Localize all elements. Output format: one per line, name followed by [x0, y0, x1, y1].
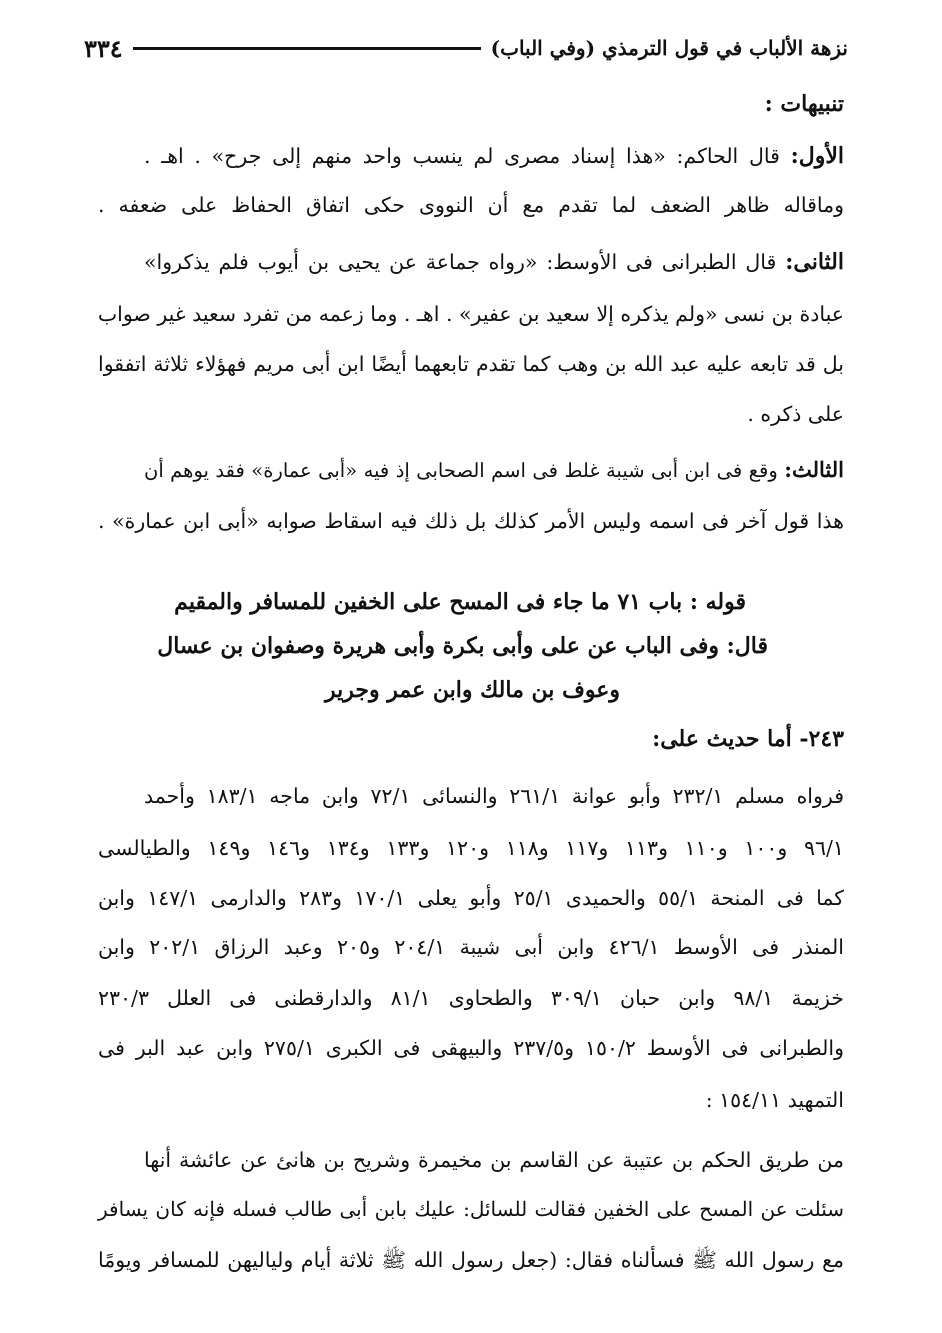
note-third-line-2: هذا قول آخر فى اسمه وليس الأمر كذلك بل ذلك فيه اسقاط صوابه «أبى ابن عمارة» . [98, 509, 844, 533]
note-first-line-2: وماقاله ظاهر الضعف لما تقدم مع أن النووى حكى اتفاق الحفاظ على ضعفه . [98, 193, 844, 217]
body-line-5: خزيمة ٩٨/١ وابن حبان ٣٠٩/١ والطحاوى ٨١/١ والدارقطنى فى العلل ٢٣٠/٣ [98, 986, 844, 1010]
note-third-text-1: وقع فى ابن أبى شيبة غلط فى اسم الصحابى إذ فيه «أبى عمارة» فقد يوهم أن [144, 459, 778, 482]
note-second-line-4: على ذكره . [747, 402, 844, 426]
body-line-4: المنذر فى الأوسط ٤٢٦/١ وابن أبى شيبة ٢٠٤/١ و٢٠٥ وعبد الرزاق ٢٠٢/١ وابن [98, 935, 844, 959]
body-line-7: التمهيد ١٥٤/١١ : [705, 1088, 844, 1112]
note-second-label: الثانى: [785, 249, 844, 275]
header-rule [133, 47, 481, 50]
running-title: نزهة الألباب في قول الترمذي (وفي الباب) [490, 36, 848, 60]
note-first-label: الأول: [790, 143, 844, 169]
page-number: ٣٣٤ [84, 33, 123, 63]
note-first-text-1: قال الحاكم: «هذا إسناد مصرى لم ينسب واحد منهم إلى جرح» . اهـ . [144, 144, 780, 168]
body-line-6: والطبرانى فى الأوسط ١٥٠/٢ و٢٣٧/٥ والبيهقى فى الكبرى ٢٧٥/١ وابن عبد البر فى [98, 1036, 844, 1060]
body-line-3: كما فى المنحة ٥٥/١ والحميدى ٢٥/١ وأبو يعلى ١٧٠/١ و٢٨٣ والدارمى ١٤٧/١ وابن [98, 886, 844, 910]
body-line-2: ٩٦/١ و١٠٠ و١١٠ و١١٣ و١١٧ و١١٨ و١٢٠ و١٣٣ و١٣٤ و١٤٦ و١٤٩ والطيالسى [98, 836, 844, 860]
section-title: تنبيهات : [764, 91, 844, 117]
body-line-1: فرواه مسلم ٢٣٢/١ وأبو عوانة ٢٦١/١ والنسائى ٧٢/١ وابن ماجه ١٨٣/١ وأحمد [144, 784, 845, 808]
hadith-heading: ٢٤٣- أما حديث على: [652, 726, 844, 752]
final-line-3: مع رسول الله ﷺ فسألناه فقال: (جعل رسول الله ﷺ ثلاثة أيام ولياليهن للمسافر ويومًا [98, 1248, 844, 1272]
note-second-line-1 [144, 244, 844, 284]
note-second-text-1: قال الطبرانى فى الأوسط: «رواه جماعة عن يحيى بن أيوب فلم يذكروا» [144, 250, 777, 274]
chapter-heading-line-2: قال: وفى الباب عن على وأبى بكرة وأبى هريرة وصفوان بن عسال [157, 633, 768, 659]
note-third-label: الثالث: [784, 457, 845, 482]
final-line-1: من طريق الحكم بن عتيبة عن القاسم بن مخيمرة وشريح بن هانئ عن عائشة أنها [144, 1148, 844, 1172]
chapter-heading-line-1: قوله : باب ٧١ ما جاء فى المسح على الخفين للمسافر والمقيم [174, 589, 746, 615]
final-line-2: سئلت عن المسح على الخفين فقالت للسائل: عليك بابن أبى طالب فسله فإنه كان يسافر [98, 1197, 844, 1221]
running-header [84, 30, 848, 66]
note-second-line-3: بل قد تابعه عليه عبد الله بن وهب كما تقدم تابعهما أيضًا ابن أبى مريم فهؤلاء ثلاثة اتفقوا [98, 352, 844, 376]
chapter-heading-line-3: وعوف بن مالك وابن عمر وجرير [324, 677, 620, 703]
note-second-line-2: عبادة بن نسى «ولم يذكره إلا سعيد بن عفير» . اهـ . وما زعمه من تفرد سعيد غير صواب [97, 302, 844, 326]
note-first-line-1 [144, 138, 844, 178]
note-third-line-1 [144, 452, 844, 492]
